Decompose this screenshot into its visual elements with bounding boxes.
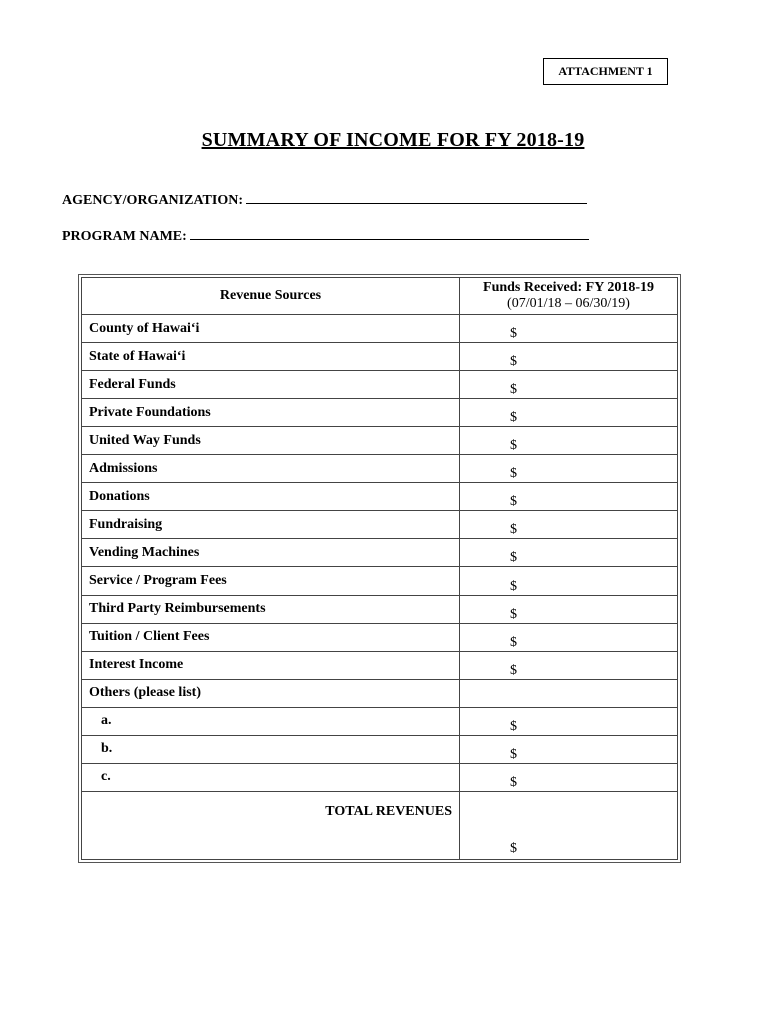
income-table (81, 277, 678, 860)
agency-field (62, 188, 587, 209)
funds-received-header-period: (07/01/18 – 06/30/19) (507, 296, 630, 312)
page-title: SUMMARY OF INCOME FOR FY 2018-19 (201, 129, 585, 151)
program-label: PROGRAM NAME: (62, 229, 187, 244)
amount-cell[interactable]: $ (460, 623, 678, 651)
amount-cell[interactable]: $ (460, 651, 678, 679)
income-table-frame (78, 274, 681, 863)
agency-label: AGENCY/ORGANIZATION: (62, 193, 243, 208)
revenue-source-label: c. (82, 763, 460, 791)
table-row (82, 427, 678, 455)
amount-cell[interactable]: $ (460, 483, 678, 511)
table-header-row (82, 278, 678, 315)
empty-amount-cell (460, 679, 678, 707)
revenue-source-label: Donations (82, 483, 460, 511)
revenue-source-label: State of Hawai‘i (82, 343, 460, 371)
amount-cell[interactable]: $ (460, 371, 678, 399)
revenue-source-label: United Way Funds (82, 427, 460, 455)
amount-cell[interactable]: $ (460, 763, 678, 791)
revenue-source-label: Service / Program Fees (82, 567, 460, 595)
table-row (82, 623, 678, 651)
table-row (82, 511, 678, 539)
revenue-source-label: Others (please list) (82, 679, 460, 707)
table-row (82, 567, 678, 595)
revenue-source-label: b. (82, 735, 460, 763)
table-row (82, 315, 678, 343)
revenue-source-label: County of Hawai‘i (82, 315, 460, 343)
total-revenues-label: TOTAL REVENUES (82, 791, 460, 859)
funds-received-header-line1: Funds Received: FY 2018-19 (483, 280, 654, 296)
table-row (82, 343, 678, 371)
table-row (82, 595, 678, 623)
revenue-source-label: a. (82, 707, 460, 735)
total-row (82, 791, 678, 859)
table-row (82, 399, 678, 427)
program-input-line[interactable] (190, 224, 589, 240)
revenue-sources-header: Revenue Sources (82, 278, 460, 315)
table-row (82, 371, 678, 399)
total-amount-cell[interactable]: $ (460, 791, 678, 859)
revenue-source-label: Fundraising (82, 511, 460, 539)
table-row (82, 483, 678, 511)
amount-cell[interactable]: $ (460, 707, 678, 735)
amount-cell[interactable]: $ (460, 399, 678, 427)
agency-input-line[interactable] (246, 188, 587, 204)
amount-cell[interactable]: $ (460, 595, 678, 623)
revenue-source-label: Private Foundations (82, 399, 460, 427)
revenue-source-label: Federal Funds (82, 371, 460, 399)
table-row (82, 455, 678, 483)
attachment-label: ATTACHMENT 1 (543, 58, 668, 85)
amount-cell[interactable]: $ (460, 539, 678, 567)
revenue-source-label: Vending Machines (82, 539, 460, 567)
revenue-source-label: Third Party Reimbursements (82, 595, 460, 623)
amount-cell[interactable]: $ (460, 343, 678, 371)
amount-cell[interactable]: $ (460, 427, 678, 455)
revenue-source-label: Interest Income (82, 651, 460, 679)
amount-cell[interactable]: $ (460, 315, 678, 343)
table-row (82, 679, 678, 707)
amount-cell[interactable]: $ (460, 735, 678, 763)
table-row (82, 651, 678, 679)
table-row (82, 763, 678, 791)
revenue-source-label: Admissions (82, 455, 460, 483)
amount-cell[interactable]: $ (460, 567, 678, 595)
table-row (82, 707, 678, 735)
program-field (62, 224, 589, 245)
amount-cell[interactable]: $ (460, 511, 678, 539)
table-row (82, 539, 678, 567)
table-row (82, 735, 678, 763)
revenue-source-label: Tuition / Client Fees (82, 623, 460, 651)
amount-cell[interactable]: $ (460, 455, 678, 483)
funds-received-header (460, 278, 678, 315)
